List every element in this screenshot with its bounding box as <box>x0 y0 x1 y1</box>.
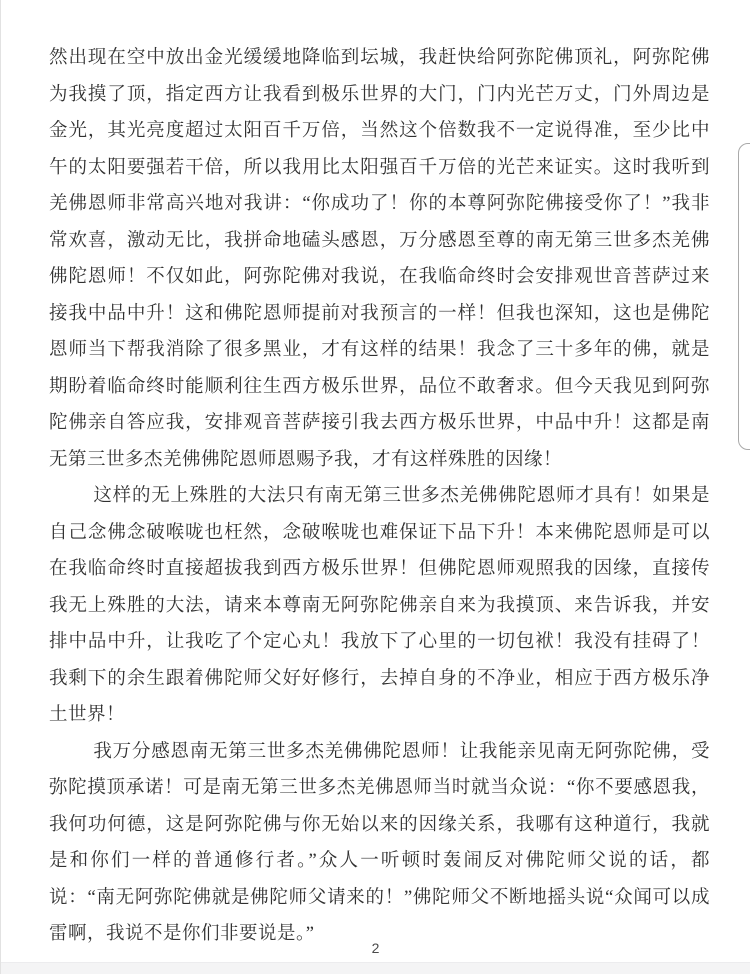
bottom-bar <box>1 962 750 974</box>
scrollbar-thumb[interactable] <box>738 143 750 450</box>
page-number: 2 <box>371 940 380 956</box>
paragraph-3: 我万分感恩南无第三世多杰羌佛佛陀恩师！让我能亲见南无阿弥陀佛，受弥陀摸顶承诺！可是南无第三世多杰羌佛恩师当时就当众说：“你不要感恩我，我何功何德，这是阿弥陀佛与你无始以来的因缘关系，我哪有这种道行，我就是和你们一样的普通修行者。”众人一听顿时轰闹反对佛陀师父说的话，都说：“南无阿弥陀佛就是佛陀师父请来的！”佛陀师父不断地摇头说“众闻可以成雷啊，我说不是你们非要说是。” <box>49 741 710 944</box>
document-body <box>49 40 710 953</box>
document-page <box>1 0 750 974</box>
paragraph-2: 这样的无上殊胜的大法只有南无第三世多杰羌佛佛陀恩师才具有！如果是自己念佛念破喉咙也枉然，念破喉咙也难保证下品下升！本来佛陀恩师是可以在我临命终时直接超拔我到西方极乐世界！但佛陀恩师观照我的因缘，直接传我无上殊胜的大法，请来本尊南无阿弥陀佛亲自来为我摸顶、来告诉我，并安排中品中升，让我吃了个定心丸！我放下了心里的一切包袱！我没有挂碍了！我剩下的余生跟着佛陀师父好好修行，去掉自身的不净业，相应于西方极乐净土世界！ <box>49 486 710 725</box>
paragraph-1: 然出现在空中放出金光缓缓地降临到坛城，我赶快给阿弥陀佛顶礼，阿弥陀佛为我摸了顶，指定西方让我看到极乐世界的大门，门内光芒万丈，门外周边是金光，其光亮度超过太阳百千万倍，当然这个倍数我不一定说得准，至少比中午的太阳要强若干倍，所以我用比太阳强百千万倍的光芒来证实。这时我听到羌佛恩师非常高兴地对我讲：“你成功了！你的本尊阿弥陀佛接受你了！”我非常欢喜，激动无比，我拼命地磕头感恩，万分感恩至尊的南无第三世多杰羌佛佛陀恩师！不仅如此，阿弥陀佛对我说，在我临命终时会安排观世音菩萨过来接我中品中升！这和佛陀恩师提前对我预言的一样！但我也深知，这也是佛陀恩师当下帮我消除了很多黑业，才有这样的结果！我念了三十多年的佛，就是期盼着临命终时能顺利往生西方极乐世界，品位不敢奢求。但今天我见到阿弥陀佛亲自答应我，安排观音菩萨接引我去西方极乐世界，中品中升！这都是南无第三世多杰羌佛佛陀恩师恩赐予我，才有这样殊胜的因缘！ <box>49 48 710 470</box>
